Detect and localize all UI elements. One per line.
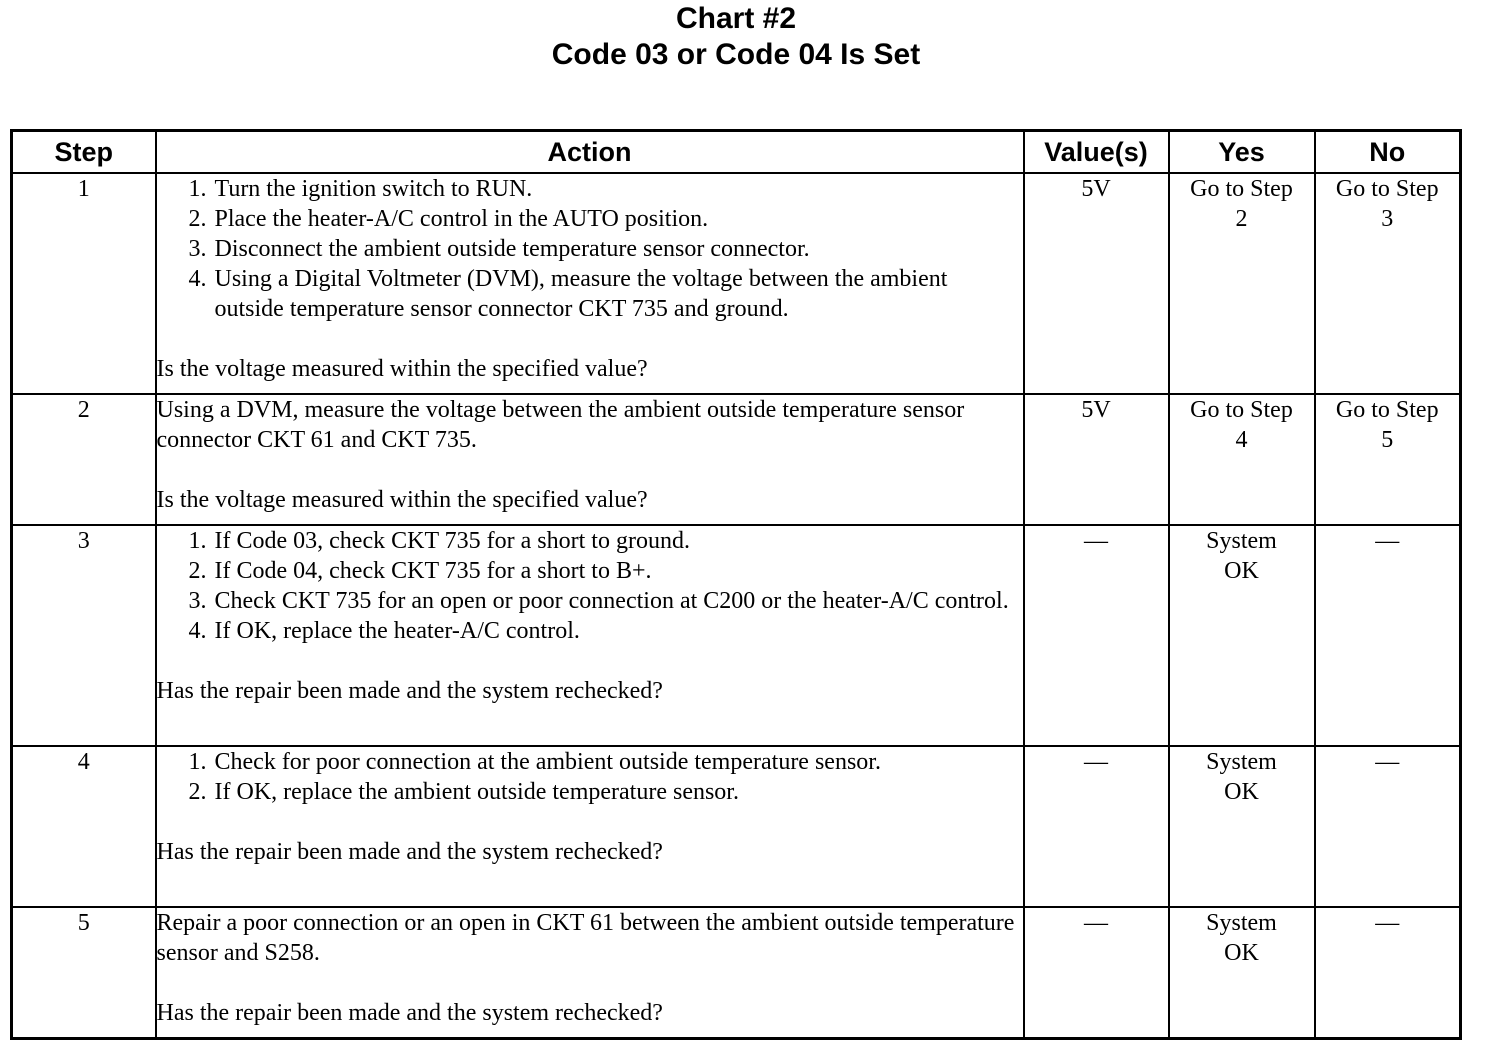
- action-question: Has the repair been made and the system rechecked?: [156, 1000, 663, 1026]
- no-cell: [1315, 173, 1461, 394]
- no-line1: —: [1375, 528, 1400, 554]
- action-list: [157, 526, 1023, 646]
- yes-line1: System: [1206, 528, 1277, 554]
- yes-cell: [1169, 173, 1315, 394]
- yes-line1: System: [1206, 749, 1277, 775]
- action-list: [157, 747, 1023, 807]
- diagnostic-table: [10, 129, 1462, 1040]
- action-question: Is the voltage measured within the specified value?: [156, 487, 648, 513]
- action-cell: [156, 525, 1024, 746]
- action-item: 4. Using a Digital Voltmeter (DVM), measure the voltage between the ambient outside temperature sensor connector CKT 735 and ground.: [213, 264, 1023, 324]
- action-cell: [156, 746, 1024, 907]
- action-item: 4. If OK, replace the heater-A/C control.: [213, 616, 1023, 646]
- yes-cell: [1169, 746, 1315, 907]
- yes-line1: System: [1206, 910, 1277, 936]
- value-cell: 5V: [1024, 394, 1169, 525]
- value-cell: —: [1024, 746, 1169, 907]
- chart-subtitle: Code 03 or Code 04 Is Set: [551, 38, 921, 71]
- chart-title: Chart #2: [675, 2, 797, 35]
- no-cell: [1315, 525, 1461, 746]
- yes-line2: 2: [1235, 206, 1248, 232]
- value-cell: —: [1024, 525, 1169, 746]
- step-number: 4: [12, 746, 156, 907]
- action-item: 1. Check for poor connection at the ambient outside temperature sensor.: [213, 747, 1023, 777]
- action-item: 3. Disconnect the ambient outside temperature sensor connector.: [213, 234, 1023, 264]
- action-cell: [156, 173, 1024, 394]
- step-number: 1: [12, 173, 156, 394]
- no-line1: —: [1375, 749, 1400, 775]
- action-item: 2. If Code 04, check CKT 735 for a short to B+.: [213, 556, 1023, 586]
- table-row: [12, 746, 1461, 907]
- header-action: Action: [156, 131, 1024, 174]
- header-row: [12, 131, 1461, 174]
- yes-line2: OK: [1224, 558, 1259, 584]
- yes-cell: [1169, 525, 1315, 746]
- action-list: [157, 174, 1023, 324]
- yes-line2: OK: [1224, 779, 1259, 805]
- table-row: [12, 394, 1461, 525]
- value-cell: —: [1024, 907, 1169, 1038]
- action-item: 1. If Code 03, check CKT 735 for a short to ground.: [213, 526, 1023, 556]
- action-question: Has the repair been made and the system rechecked?: [156, 839, 663, 865]
- no-cell: [1315, 907, 1461, 1038]
- no-line1: Go to Step: [1335, 397, 1439, 423]
- header-values: Value(s): [1024, 131, 1169, 174]
- header-no: No: [1315, 131, 1461, 174]
- table-row: [12, 907, 1461, 1038]
- step-number: 2: [12, 394, 156, 525]
- action-text: Using a DVM, measure the voltage between the ambient outside temperature sensor connector CKT 61 and CKT 735.: [156, 397, 965, 453]
- no-cell: [1315, 394, 1461, 525]
- value-cell: 5V: [1024, 173, 1169, 394]
- yes-line1: Go to Step: [1190, 176, 1293, 202]
- action-cell: [156, 394, 1024, 525]
- action-item: 3. Check CKT 735 for an open or poor connection at C200 or the heater-A/C control.: [213, 586, 1023, 616]
- step-number: 3: [12, 525, 156, 746]
- action-question: Has the repair been made and the system rechecked?: [156, 678, 663, 704]
- action-cell: [156, 907, 1024, 1038]
- table-row: [12, 173, 1461, 394]
- no-line2: 5: [1381, 427, 1394, 453]
- action-item: 2. If OK, replace the ambient outside temperature sensor.: [213, 777, 1023, 807]
- header-step: Step: [12, 131, 156, 174]
- no-line1: Go to Step: [1335, 176, 1439, 202]
- yes-cell: [1169, 394, 1315, 525]
- action-item: 1. Turn the ignition switch to RUN.: [213, 174, 1023, 204]
- no-line2: 3: [1381, 206, 1394, 232]
- yes-cell: [1169, 907, 1315, 1038]
- yes-line2: OK: [1224, 940, 1259, 966]
- no-line1: —: [1375, 910, 1400, 936]
- yes-line1: Go to Step: [1190, 397, 1293, 423]
- action-text: Repair a poor connection or an open in CKT 61 between the ambient outside temperature sensor and S258.: [156, 910, 1015, 966]
- table-row: [12, 525, 1461, 746]
- yes-line2: 4: [1235, 427, 1248, 453]
- header-yes: Yes: [1169, 131, 1315, 174]
- action-item: 2. Place the heater-A/C control in the AUTO position.: [213, 204, 1023, 234]
- action-question: Is the voltage measured within the specified value?: [156, 356, 648, 382]
- step-number: 5: [12, 907, 156, 1038]
- no-cell: [1315, 746, 1461, 907]
